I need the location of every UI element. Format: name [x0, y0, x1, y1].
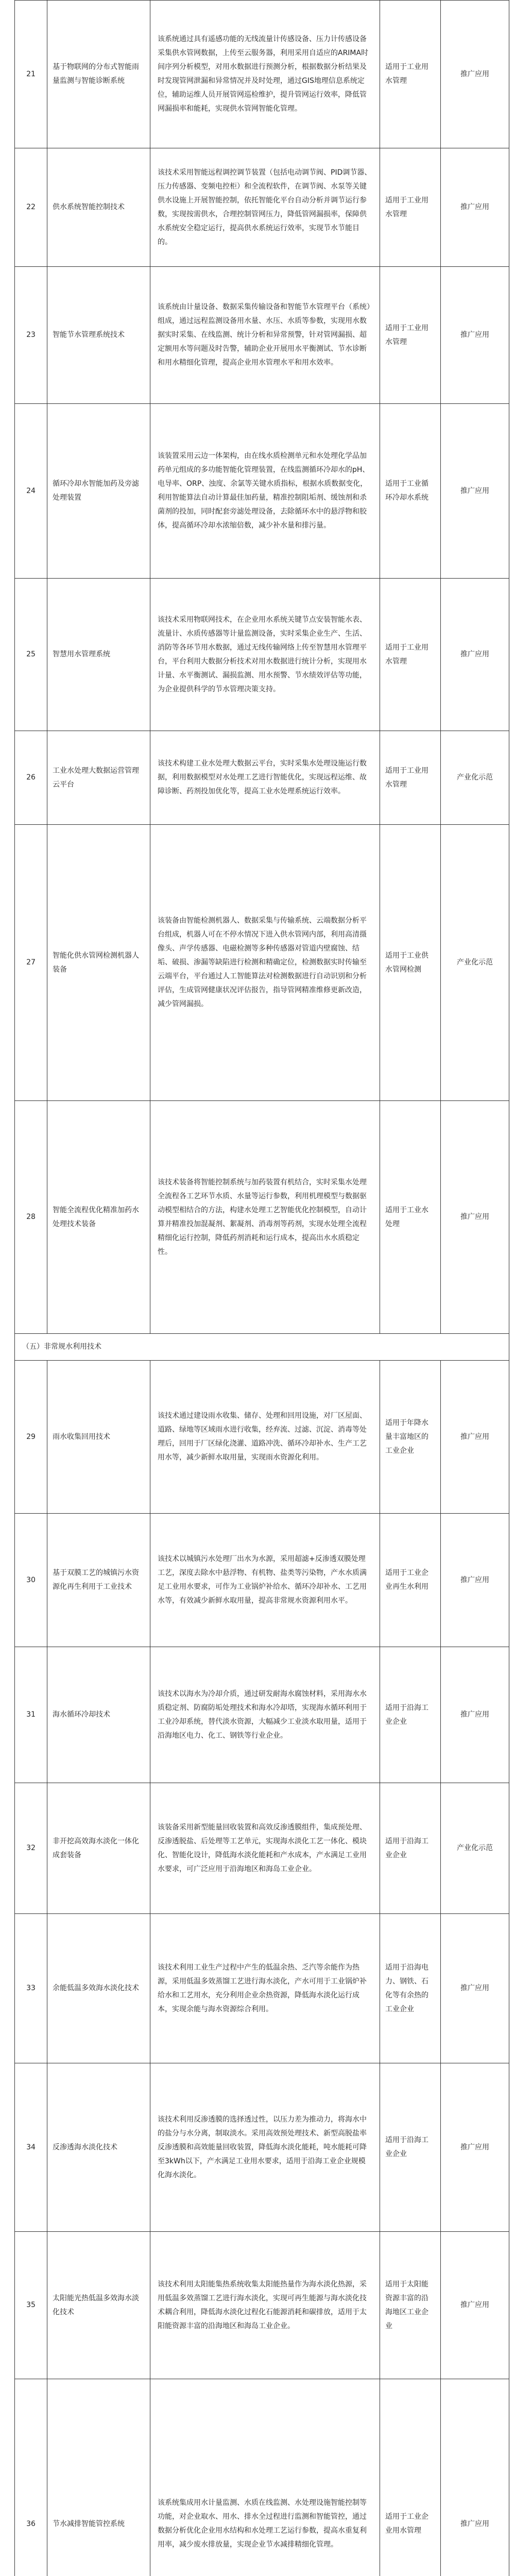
development-stage: 推广应用 [441, 579, 509, 731]
table-row [15, 2232, 509, 2379]
table-row [15, 1514, 509, 1647]
application-scope: 适用于工业用水管理 [380, 148, 441, 267]
section-header-row [15, 1334, 509, 1361]
technology-description: 该技术利用太阳能集热系统收集太阳能热量作为海水淡化热源，采用低温多效蒸馏工艺进行海水淡化，实现可再生能源与海水淡化技术耦合利用，降低海水淡化过程化石能源消耗和碳排放，适用于太阳能资源丰富的沿海地区和海岛工业企业。 [150, 2232, 380, 2379]
application-scope: 适用于沿海工业企业 [380, 1647, 441, 1783]
row-number: 35 [15, 2232, 47, 2379]
technology-description: 该技术装备将智能控制系统与加药装置有机结合，实时采集水处理全流程各工艺环节水质、水量等运行参数，利用机理模型与数据驱动模型相结合的方法，构建水处理工艺智能优化控制模型，自动计算并精准投加混凝剂、絮凝剂、消毒剂等药剂，实现水处理全流程精细化运行控制，降低药剂消耗和运行成本，提高出水水质稳定性。 [150, 1101, 380, 1334]
technology-description: 该系统集成用水计量监测、水质在线监测、水处理设施智能控制等功能，对企业取水、用水、排水全过程进行监测和智能管控，通过数据分析优化企业用水结构和水处理工艺运行参数，提高水重复利用率，减少废水排放量，实现企业节水减排精细化管理。 [150, 2379, 380, 2576]
application-scope: 适用于沿海电力、钢铁、石化等有余热的工业企业 [380, 1914, 441, 2063]
technology-description: 该技术构建工业水处理大数据云平台，实时采集水处理设施运行数据，利用数据模型对水处理工艺进行智能优化，实现远程运维、故障诊断、药剂投加优化等，提高工业水处理系统运行效率。 [150, 731, 380, 825]
development-stage: 推广应用 [441, 2379, 509, 2576]
development-stage: 推广应用 [441, 1647, 509, 1783]
application-scope: 适用于工业企业用水管理 [380, 2379, 441, 2576]
technology-name: 循环冷却水智能加药及旁滤处理装置 [47, 404, 150, 579]
development-stage: 产业化示范 [441, 825, 509, 1101]
technology-description: 该装备采用新型能量回收装置和高效反渗透膜组件，集成预处理、反渗透脱盐、后处理等工艺单元，实现海水淡化工艺一体化、模块化、智能化设计，降低海水淡化能耗和产水成本，产水满足工业用水要求，可广泛应用于沿海地区和海岛工业企业。 [150, 1783, 380, 1914]
technology-table [14, 0, 509, 2576]
application-scope: 适用于工业用水管理 [380, 579, 441, 731]
technology-name: 非开挖高效海水淡化一体化成套装备 [47, 1783, 150, 1914]
table-row [15, 2379, 509, 2576]
technology-description: 该技术以城镇污水处理厂出水为水源，采用超滤+反渗透双膜处理工艺，深度去除水中悬浮物、有机物、盐类等污染物，产水水质满足工业用水要求，可作为工业锅炉补给水、循环冷却补水、工艺用水等，有效减少新鲜水取用量，提高非常规水资源利用水平。 [150, 1514, 380, 1647]
application-scope: 适用于工业用水管理 [380, 1, 441, 148]
technology-description: 该技术以海水为冷却介质，通过研发耐海水腐蚀材料，采用海水水质稳定剂、防腐防垢处理技术和海水冷却塔，实现海水循环利用于工业冷却系统，替代淡水资源，大幅减少工业淡水取用量，适用于沿海地区电力、化工、钢铁等行业企业。 [150, 1647, 380, 1783]
application-scope: 适用于工业用水管理 [380, 731, 441, 825]
row-number: 24 [15, 404, 47, 579]
application-scope: 适用于工业循环冷却水系统 [380, 404, 441, 579]
row-number: 23 [15, 267, 47, 404]
technology-name: 智能节水管理系统技术 [47, 267, 150, 404]
row-number: 26 [15, 731, 47, 825]
technology-name: 基于物联网的分布式智能雨量监测与智能诊断系统 [47, 1, 150, 148]
development-stage: 产业化示范 [441, 1783, 509, 1914]
technology-name: 智能化供水管网检测机器人装备 [47, 825, 150, 1101]
row-number: 30 [15, 1514, 47, 1647]
development-stage: 推广应用 [441, 1361, 509, 1514]
table-row [15, 825, 509, 1101]
development-stage: 推广应用 [441, 404, 509, 579]
application-scope: 适用于工业供水管网检测 [380, 825, 441, 1101]
row-number: 29 [15, 1361, 47, 1514]
technology-description: 该技术通过建设雨水收集、储存、处理和回用设施，对厂区屋面、道路、绿地等区域雨水进行收集，经弃流、过滤、沉淀、消毒等处理后，回用于厂区绿化浇灌、道路冲洗、循环冷却补水、生产工艺用水等，减少新鲜水取用量，实现雨水资源化利用。 [150, 1361, 380, 1514]
row-number: 22 [15, 148, 47, 267]
technology-name: 雨水收集回用技术 [47, 1361, 150, 1514]
table-row [15, 1361, 509, 1514]
table-row [15, 2063, 509, 2232]
row-number: 28 [15, 1101, 47, 1334]
table-row [15, 1101, 509, 1334]
technology-name: 工业水处理大数据运营管理云平台 [47, 731, 150, 825]
row-number: 33 [15, 1914, 47, 2063]
row-number: 31 [15, 1647, 47, 1783]
application-scope: 适用于工业用水管理 [380, 267, 441, 404]
technology-description: 该系统由计量设备、数据采集传输设备和智能节水管理平台（系统）组成，通过远程监测设备用水量、水压、水质等参数，实现用水数据实时采集、在线监测、统计分析和异常预警，针对管网漏损、超定额用水等问题及时告警，辅助企业开展用水平衡测试、节水诊断和用水精细化管理，提高企业用水管理水平和用水效率。 [150, 267, 380, 404]
development-stage: 推广应用 [441, 1101, 509, 1334]
development-stage: 推广应用 [441, 1514, 509, 1647]
row-number: 32 [15, 1783, 47, 1914]
development-stage: 推广应用 [441, 1914, 509, 2063]
row-number: 25 [15, 579, 47, 731]
technology-description: 该装置采用云边一体架构，由在线水质检测单元和水处理化学品加药单元组成的多功能智能化管理装置，在线监测循环冷却水的pH、电导率、ORP、浊度、余氯等关键水质指标，根据水质数据变化，利用智能算法自动计算最佳加药量，精准控制阻垢剂、缓蚀剂和杀菌剂的投加，同时配套旁滤处理设备，去除循环水中的悬浮物和胶体，提高循环冷却水浓缩倍数，减少补水量和排污量。 [150, 404, 380, 579]
technology-name: 反渗透海水淡化技术 [47, 2063, 150, 2232]
technology-name: 太阳能光热低温多效海水淡化技术 [47, 2232, 150, 2379]
technology-name: 节水减排智能管控系统 [47, 2379, 150, 2576]
row-number: 21 [15, 1, 47, 148]
table-row [15, 148, 509, 267]
technology-description: 该技术采用智能远程调控调节装置（包括电动调节阀、PID调节器、压力传感器、变频电控柜）和全流程软件，在调节阀、水泵等关键供水设施上开展智能控制，依托智能化平台自动分析并调节运行参数，实现按需供水，合理控制管网压力，降低管网漏损率，保障供水系统安全稳定运行，提高供水系统运行效率，实现节水节能目的。 [150, 148, 380, 267]
technology-name: 智慧用水管理系统 [47, 579, 150, 731]
row-number: 36 [15, 2379, 47, 2576]
technology-name: 余能低温多效海水淡化技术 [47, 1914, 150, 2063]
development-stage: 推广应用 [441, 148, 509, 267]
application-scope: 适用于沿海工业企业 [380, 1783, 441, 1914]
table-row [15, 731, 509, 825]
technology-description: 该系统通过具有遥感功能的无线流量计传感设备、压力计传感设备采集供水管网数据，上传至云服务器，利用采用自适应的ARIMA时间序列分析模型，对用水数据进行预测分析，根据数据分析结果及时发现管网泄漏和异常情况并及时处理，通过GIS地理信息系统定位，辅助运维人员开展管网巡检维护，提升管网运行效率，降低管网漏损率和能耗，实现供水管网智能化管理。 [150, 1, 380, 148]
technology-name: 海水循环冷却技术 [47, 1647, 150, 1783]
table-row [15, 1, 509, 148]
table-row [15, 267, 509, 404]
table-row [15, 1914, 509, 2063]
technology-description: 该装备由智能检测机器人、数据采集与传输系统、云端数据分析平台组成，机器人可在不停水情况下进入供水管网内部，利用高清摄像头、声学传感器、电磁检测等多种传感器对管道内壁腐蚀、结垢、破损、渗漏等缺陷进行检测和精确定位，检测数据实时传输至云端平台，平台通过人工智能算法对检测数据进行自动识别和分析评估，生成管网健康状况评估报告，指导管网精准维修更新改造，减少管网漏损。 [150, 825, 380, 1101]
development-stage: 推广应用 [441, 2063, 509, 2232]
technology-name: 基于双膜工艺的城镇污水资源化再生利用于工业技术 [47, 1514, 150, 1647]
table-row [15, 1647, 509, 1783]
application-scope: 适用于年降水量丰富地区的工业企业 [380, 1361, 441, 1514]
application-scope: 适用于工业水处理 [380, 1101, 441, 1334]
table-row [15, 1783, 509, 1914]
application-scope: 适用于太阳能资源丰富的沿海地区工业企业 [380, 2232, 441, 2379]
table-row [15, 404, 509, 579]
development-stage: 推广应用 [441, 1, 509, 148]
technology-name: 智能全流程优化精准加药水处理技术装备 [47, 1101, 150, 1334]
table-row [15, 579, 509, 731]
development-stage: 产业化示范 [441, 731, 509, 825]
application-scope: 适用于工业企业再生水利用 [380, 1514, 441, 1647]
section-title: （五）非常规水利用技术 [15, 1334, 509, 1361]
technology-description: 该技术利用工业生产过程中产生的低温余热、乏汽等余能作为热源，采用低温多效蒸馏工艺进行海水淡化，产水可用于工业锅炉补给水和工艺用水，充分利用企业余热资源，降低海水淡化运行成本，实现余能与海水资源综合利用。 [150, 1914, 380, 2063]
development-stage: 推广应用 [441, 2232, 509, 2379]
row-number: 34 [15, 2063, 47, 2232]
technology-description: 该技术利用反渗透膜的选择透过性，以压力差为推动力，将海水中的盐分与水分离，制取淡水。采用高效预处理技术、新型高脱盐率反渗透膜和高效能量回收装置，降低海水淡化能耗，吨水能耗可降至3kWh以下，产水满足工业用水要求，适用于沿海工业企业规模化海水淡化。 [150, 2063, 380, 2232]
row-number: 27 [15, 825, 47, 1101]
technology-description: 该技术采用物联网技术，在企业用水系统关键节点安装智能水表、流量计、水质传感器等计量监测设备，实时采集企业生产、生活、消防等各环节用水数据，通过无线传输网络上传至智慧用水管理平台，平台利用大数据分析技术对用水数据进行统计分析，实现用水计量、水平衡测试、漏损监测、用水预警、节水绩效评估等功能，为企业提供科学的节水管理决策支持。 [150, 579, 380, 731]
application-scope: 适用于沿海工业企业 [380, 2063, 441, 2232]
development-stage: 推广应用 [441, 267, 509, 404]
technology-name: 供水系统智能控制技术 [47, 148, 150, 267]
